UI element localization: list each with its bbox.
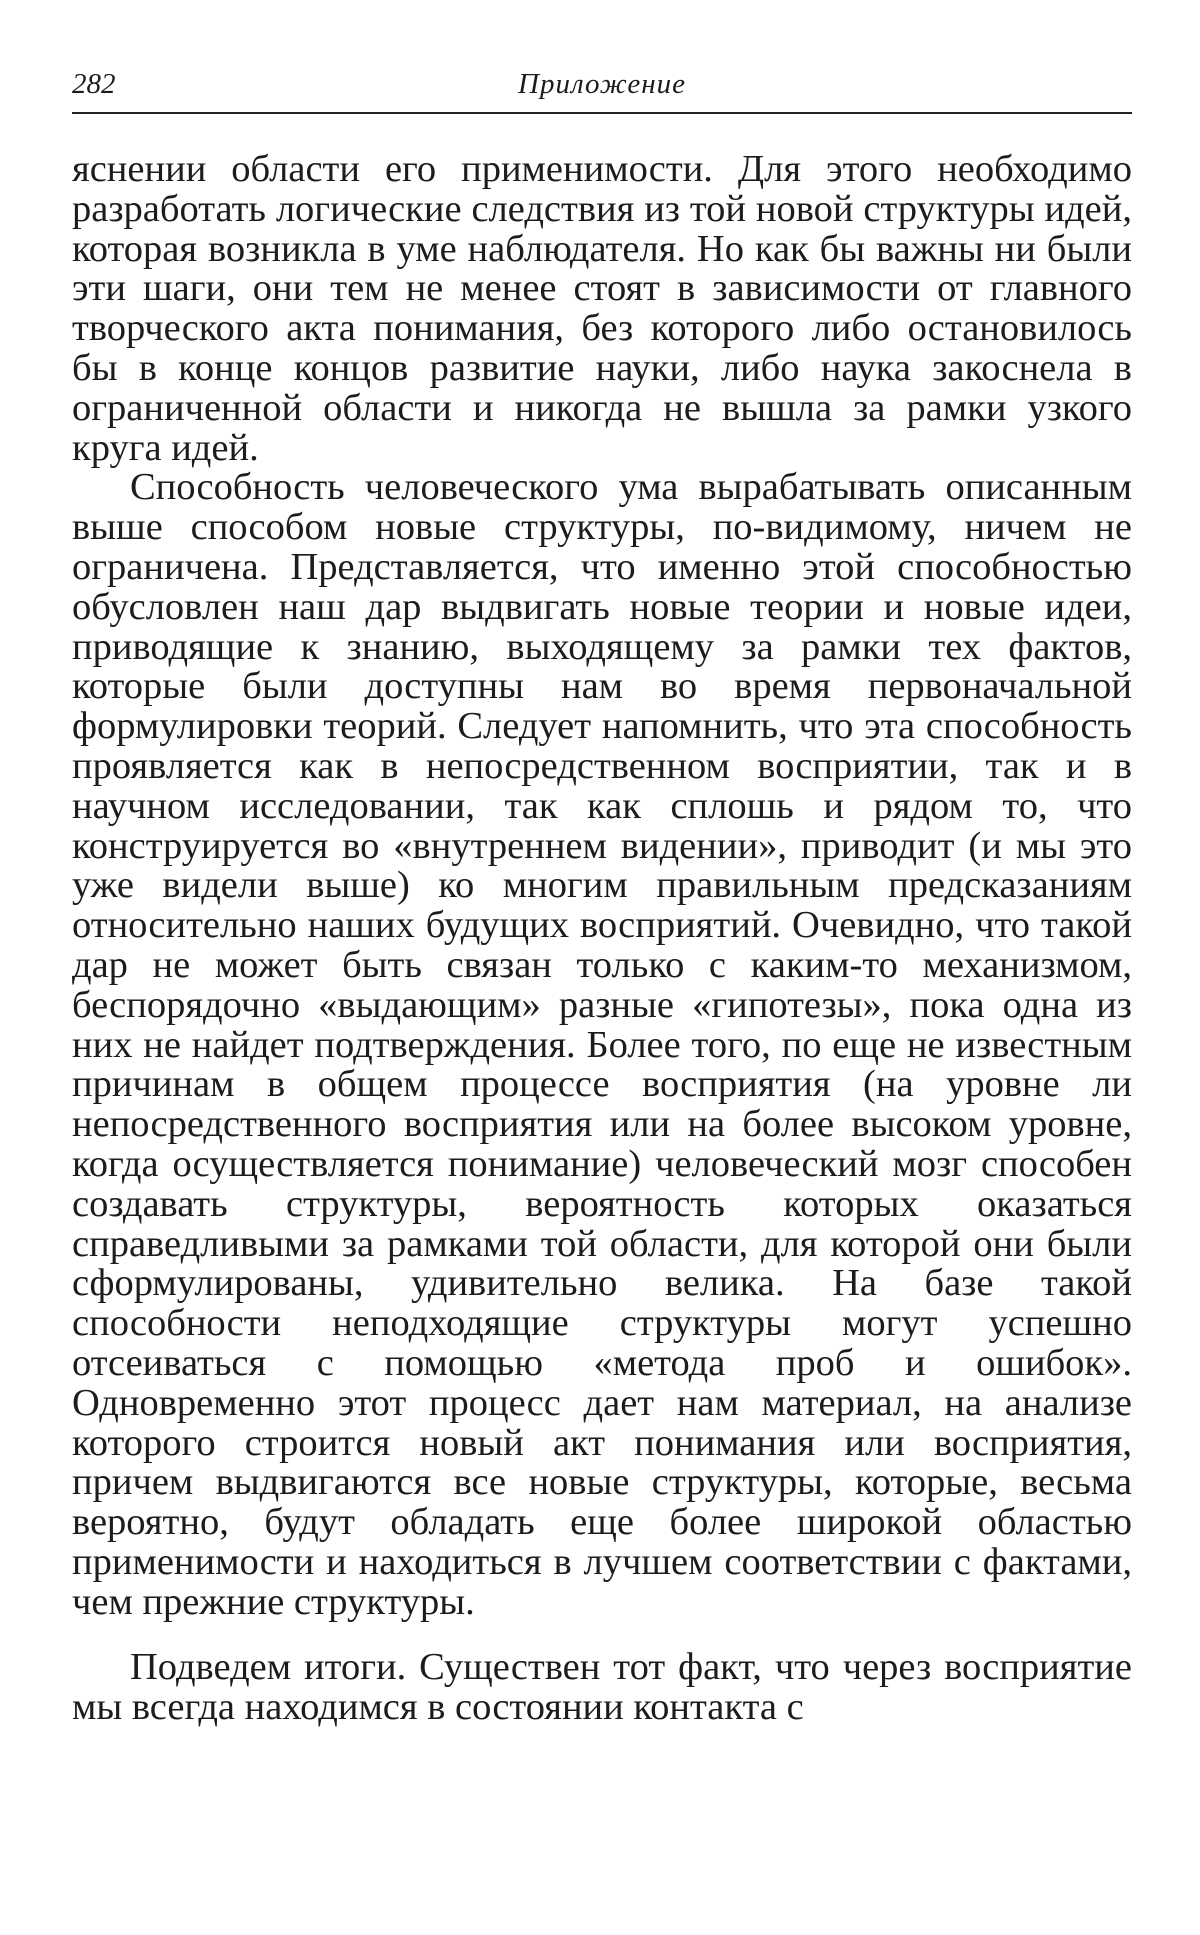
paragraph-summary: Подведем итоги. Существен тот факт, что через восприятие мы всегда находимся в состоянии контакта с (72, 1646, 1132, 1729)
body-text (72, 150, 1132, 1728)
running-head: Приложение (518, 68, 686, 100)
paragraph-continued: яснении области его применимости. Для этого необходимо разработать логические следствия из той новой структуры идей, которая возникла в уме наблюдателя. Но как бы важны ни были эти шаги, они тем не менее стоят в зависимости от главного творческого акта понимания, без которого либо остановилось бы в конце концов развитие науки, либо наука закоснела в ограниченной области и никогда не вышла за рамки узкого круга идей. (72, 148, 1132, 469)
paragraph: Способность человеческого ума вырабатывать описанным выше способом новые структуры, по-видимому, ничем не ограничена. Представляется, что именно этой способностью обусловлен наш дар выдвигать новые теории и новые идеи, приводящие к знанию, выходящему за рамки тех фактов, которые были доступны нам во время первоначальной формулировки теорий. Следует напомнить, что эта способность проявляется как в непосредственном восприятии, так и в научном исследовании, так как сплошь и рядом то, что конструируется во «внутреннем видении», приводит (и мы это уже видели выше) ко многим правильным предсказаниям относительно наших будущих восприятий. Очевидно, что такой дар не может быть связан только с каким-то механизмом, беспорядочно «выдающим» разные «гипотезы», пока одна из них не найдет подтверждения. Более того, по еще не известным причинам в общем процессе восприятия (на уровне ли непосредственного восприятия или на более высоком уровне, когда осуществляется понимание) человеческий мозг способен создавать структуры, вероятность которых оказаться справедливыми за рамками той области, для которой они были сформулированы, удивительно велика. На базе такой способности неподходящие структуры могут успешно отсеиваться с помощью «метода проб и ошибок». Одновременно этот процесс дает нам материал, на анализе которого строится новый акт понимания или восприятия, причем выдвигаются все новые структуры, которые, весьма вероятно, будут обладать еще более широкой областью применимости и находиться в лучшем соответствии с фактами, чем прежние структуры. (72, 466, 1132, 1623)
page-header (72, 66, 1132, 114)
page-number: 282 (72, 68, 116, 100)
